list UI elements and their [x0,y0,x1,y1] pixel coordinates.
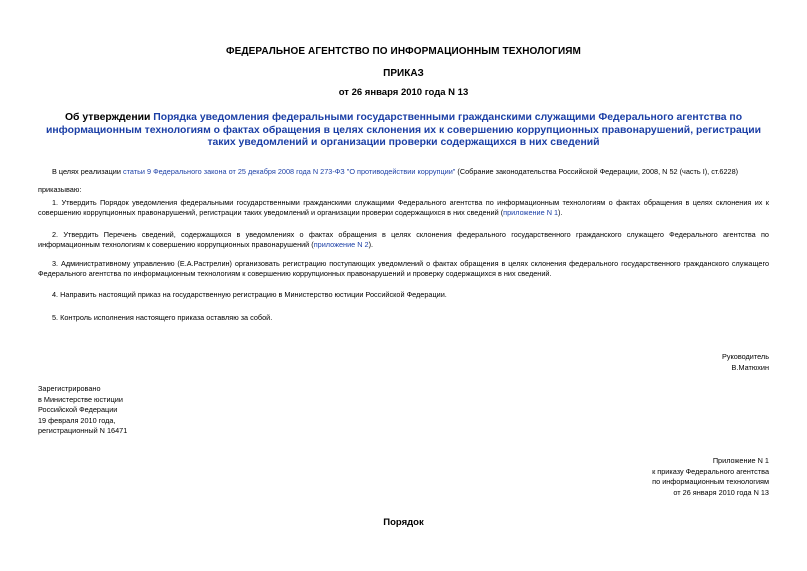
title-prefix: Об утверждении [64,112,154,123]
registration-line: Российской Федерации [38,405,118,415]
item-2-end: ). [368,240,374,250]
signature-block [722,352,769,373]
appendix-1-link[interactable]: приложение N 1 [503,208,559,218]
appendix-line: от 26 января 2010 года N 13 [673,487,769,497]
appendix-2-link[interactable]: приложение N 2 [313,240,369,250]
item-4: 4. Направить настоящий приказ на государственную регистрацию в Министерство юстиции Российской Федерации. [52,290,447,299]
registration-line: 19 февраля 2010 года, [38,415,116,425]
preamble-paragraph [38,167,769,177]
agency-heading: ФЕДЕРАЛЬНОЕ АГЕНТСТВО ПО ИНФОРМАЦИОННЫМ ТЕХНОЛОГИЯМ [226,46,581,57]
appendix-line: по информационным технологиям [652,477,769,486]
item-5: 5. Контроль исполнения настоящего приказа оставляю за собой. [52,313,273,322]
doc-type-heading: ПРИКАЗ [383,68,424,79]
registration-line: в Министерстве юстиции [38,394,123,404]
appendix-block [652,456,769,498]
item-1-end: ). [558,208,563,218]
law-link[interactable]: статьи 9 Федерального закона от 25 декабря 2008 года N 273-ФЗ "О противодействии коррупции" [122,167,456,176]
signature-name: В.Матюхин [731,362,769,372]
doc-date-number: от 26 января 2010 года N 13 [338,87,469,98]
signature-position: Руководитель [721,352,769,361]
item-1-text: 1. Утвердить Порядок уведомления федеральными государственными гражданскими служащими Федерального агентства по информационным технологиям о фактах обращения в целях склонения их к совершению коррупционных правонарушений, регистрации таких уведомлений и организации проверки содержащихся в них сведений ( [38,198,769,218]
preamble-text-1: В целях реализации [52,167,123,176]
item-3: 3. Административному управлению (Е.А.Растрелин) организовать регистрацию поступающих уведомлений о фактах обращения в целях склонения федерального государственного гражданского служащего Федерального агентства по информационным технологиям к совершению коррупционных правонарушений и проверку содержащихся в них сведений. [38,259,769,279]
registration-block [38,384,127,437]
registration-line: Зарегистрировано [38,384,101,393]
preamble-text-2: (Собрание законодательства Российской Федерации, 2008, N 52 (часть I), ст.6228) [455,167,739,176]
item-1 [38,198,769,219]
section-title: Порядок [383,517,424,528]
orders-label: приказываю: [38,185,82,194]
item-2 [38,230,769,251]
item-2-text: 2. Утвердить Перечень сведений, содержащихся в уведомлениях о фактах обращения в целях склонения федерального государственного гражданского служащего Федерального агентства по информационным технологиям к совершению коррупционных правонарушений ( [38,230,769,250]
registration-line: регистрационный N 16471 [38,426,128,436]
title-link[interactable]: Порядка уведомления федеральными государственными гражданскими служащими Федерального агентства по информационным технологиям о фактах обращения в целях склонения их к совершению коррупционных правонарушений, регистрации таких уведомлений и организации проверки содержащихся в них сведений [46,112,761,148]
document-title [38,112,769,150]
appendix-line: к приказу Федерального агентства [652,466,769,476]
appendix-line: Приложение N 1 [712,456,769,465]
